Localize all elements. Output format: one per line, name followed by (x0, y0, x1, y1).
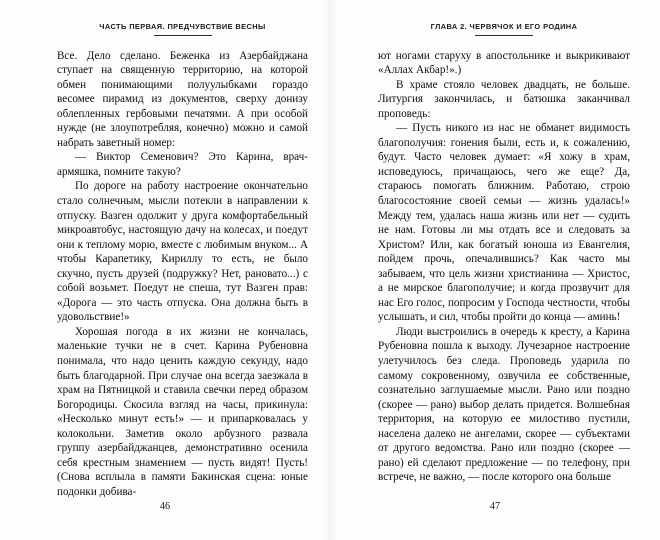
paragraph: Люди выстроились в очередь к кресту, а Карина Рубеновна пошла к выходу. Лучезарное настроение улетучилось без следа. Проповедь ударила по самому сокровенному, озвучила ее собственные, сознательно заглушаемые мысли. Рано или поздно (скорее — рано) выбор делать придется. Волшебная территория, на которую ее милостиво пустили, населена далеко не ангелами, скорее — субъектами от другого ведомства. Рано или поздно (скорее — рано) ей сделают предложение — по телефону, при встрече, не важно, — после которого она больше (378, 325, 630, 484)
left-running-head: ЧАСТЬ ПЕРВАЯ. ПРЕДЧУВСТВИЕ ВЕСНЫ (99, 22, 266, 31)
left-page-number: 46 (159, 501, 171, 512)
right-page-body (378, 49, 630, 485)
paragraph: — Виктор Семенович? Это Карина, врач-армяшка, помните такую? (57, 151, 308, 178)
right-header-rule (475, 35, 533, 36)
paragraph: Все. Дело сделано. Беженка из Азербайджана ступает на священную территорию, на которой обмен понимающими полуулыбками гораздо весомее пирамид из документов, сверху донизу облепленных гербовыми печатями. А при особой нужде (не злоупотребляя, конечно) можно и самой набрать заветный номер: (57, 49, 308, 149)
left-header-rule (154, 35, 212, 36)
paragraph: По дороге на работу настроение окончательно стало солнечным, мысли потекли в направлении к отпуску. Вазген одолжит у друга комфортабельный микроавтобус, настоящую дачу на колесах, и поедут они к теплому морю, вместе с любимым внуком... А чтобы Карапетику, Кириллу то есть, не было скучно, пусть друзей (подружку? Нет, рановато...) с собой возьмет. Поедут не спеша, тут Вазген прав: «Дорога — это часть отпуска. Она должна быть в удовольствие!» (57, 180, 308, 324)
left-page-body (57, 49, 308, 500)
paragraph: — Пусть никого из нас не обманет видимость благополучия: гонения были, есть и, к сожалению, будут. Часто человек думает: «Я хожу в храм, исповедуюсь, причащаюсь, чего же еще? Да, стараюсь помогать ближним. Работаю, строю благосостояние своей семьи — жизнь удалась!» Между тем, удалась наша жизнь или нет — судить не нам. Готовы ли мы отдать все и следовать за Христом? Или, как богатый юноша из Евангелия, пойдем прочь, опечалившись? Как часто мы забываем, что цель жизни христианина — Христос, а не мирское благополучие; и когда прозвучит для нас Его голос, попросим у Господа честности, чтобы услышать, и сил, чтобы пройти до конца — аминь! (378, 122, 630, 324)
paragraph: ют ногами старуху в апостольнике и выкрикивают «Аллах Акбар!».) (378, 49, 630, 77)
paragraph: Хорошая погода в их жизни не кончалась, маленькие тучки не в счет. Карина Рубеновна понимала, что надо ценить каждую секунду, надо быть благодарной. При случае она всегда заезжала в храм на Пятницкой и ставила свечки перед образом Богородицы. Скосила взгляд на часы, прикинула: «Несколько минут есть!» — и припарковалась у колокольни. Заметив около арбузного развала группу азербайджанцев, демонстративно осенила себя крестным знамением — пусть видят! Пусть! (Снова всплыла в памяти Бакинская сцена: юные подонки добива- (57, 325, 308, 498)
right-page-number: 47 (489, 501, 501, 512)
right-page (330, 0, 660, 540)
right-running-head: ГЛАВА 2. ЧЕРВЯЧОК И ЕГО РОДИНА (430, 22, 578, 31)
paragraph: В храме стояло человек двадцать, не больше. Литургия закончилась, и батюшка заканчивал проповедь: (378, 78, 630, 120)
